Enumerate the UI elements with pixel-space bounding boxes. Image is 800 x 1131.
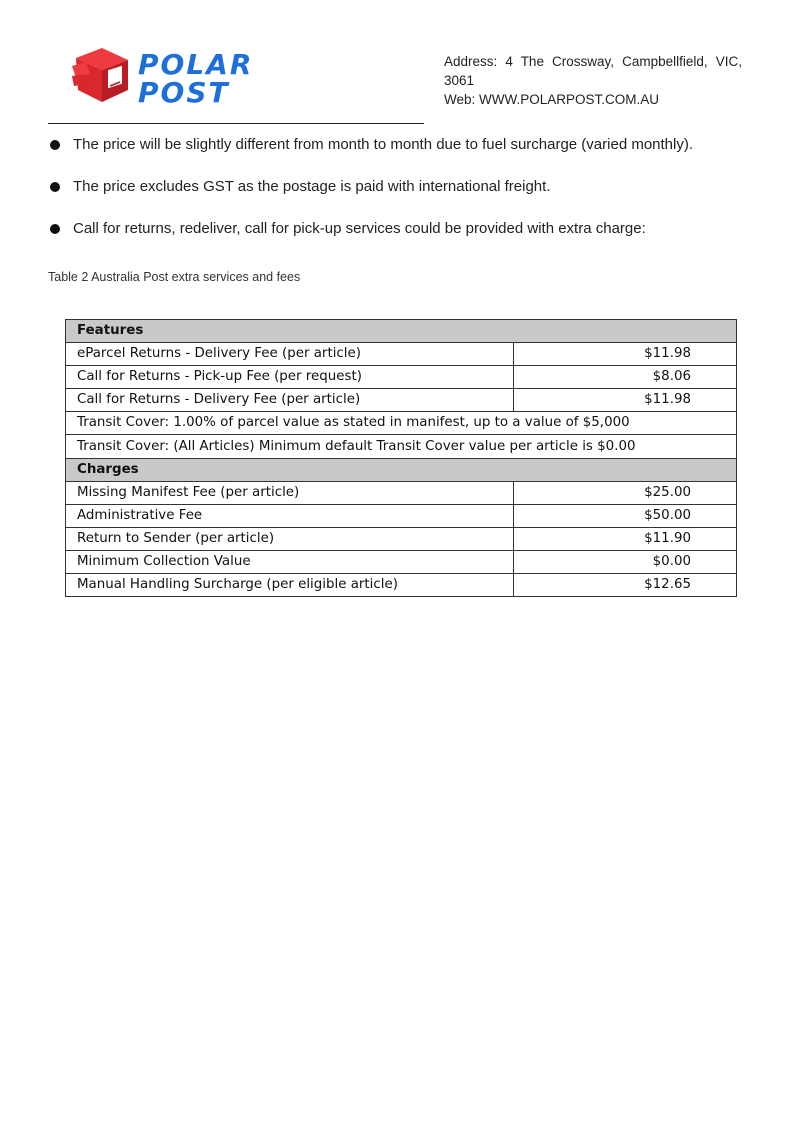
- bullet-text: The price excludes GST as the postage is paid with international freight.: [73, 178, 551, 195]
- table-row: [66, 366, 737, 389]
- fee-label: Administrative Fee: [66, 504, 514, 527]
- charges-heading: Charges: [66, 458, 737, 481]
- table-caption: Table 2 Australia Post extra services and fees: [48, 270, 301, 284]
- list-item: [48, 134, 768, 156]
- table-row: [66, 574, 737, 597]
- list-item: [48, 218, 768, 240]
- website-line: Web: WWW.POLARPOST.COM.AU: [444, 92, 660, 107]
- logo-word-post: POST: [138, 76, 230, 106]
- table-row: [66, 343, 737, 366]
- bullet-icon: [50, 140, 60, 150]
- company-address: [444, 52, 742, 109]
- bullet-text: Call for returns, redeliver, call for pick-up services could be provided with extra charge:: [73, 220, 646, 237]
- logo-word-polar: POLAR: [138, 48, 254, 81]
- bullet-text: The price will be slightly different from month to month due to fuel surcharge (varied monthly).: [73, 136, 694, 153]
- table-row: [66, 504, 737, 527]
- fee-amount: $11.90: [514, 527, 737, 550]
- polar-post-logo: [72, 44, 294, 106]
- fee-label: Minimum Collection Value: [66, 550, 514, 573]
- fee-label: Call for Returns - Pick-up Fee (per request): [66, 366, 514, 389]
- fee-amount: $11.98: [514, 343, 737, 366]
- table-row: [66, 435, 737, 458]
- fee-label: Return to Sender (per article): [66, 527, 514, 550]
- address-line-1: Address: 4 The Crossway, Campbellfield, VIC,: [444, 54, 742, 69]
- bullet-icon: [50, 224, 60, 234]
- section-header-row: [66, 458, 737, 481]
- fee-amount: $8.06: [514, 366, 737, 389]
- list-item: [48, 176, 768, 198]
- transit-cover-note: Transit Cover: 1.00% of parcel value as stated in manifest, up to a value of $5,000: [66, 412, 737, 435]
- table-row: [66, 527, 737, 550]
- notes-list: [48, 134, 768, 260]
- fee-label: eParcel Returns - Delivery Fee (per article): [66, 343, 514, 366]
- header-divider: [48, 123, 424, 124]
- fee-amount: $25.00: [514, 481, 737, 504]
- transit-cover-note: Transit Cover: (All Articles) Minimum default Transit Cover value per article is $0.00: [66, 435, 737, 458]
- address-line-2: 3061: [444, 73, 475, 88]
- fee-amount: $11.98: [514, 389, 737, 412]
- table-row: [66, 389, 737, 412]
- table-row: [66, 550, 737, 573]
- fees-table: [65, 319, 737, 597]
- fee-label: Manual Handling Surcharge (per eligible article): [66, 574, 514, 597]
- fee-amount: $12.65: [514, 574, 737, 597]
- table-row: [66, 412, 737, 435]
- fee-label: Missing Manifest Fee (per article): [66, 481, 514, 504]
- fee-amount: $0.00: [514, 550, 737, 573]
- features-heading: Features: [66, 320, 737, 343]
- bullet-icon: [50, 182, 60, 192]
- fee-label: Call for Returns - Delivery Fee (per article): [66, 389, 514, 412]
- fee-amount: $50.00: [514, 504, 737, 527]
- parcel-box-icon: [72, 48, 128, 102]
- section-header-row: [66, 320, 737, 343]
- table-row: [66, 481, 737, 504]
